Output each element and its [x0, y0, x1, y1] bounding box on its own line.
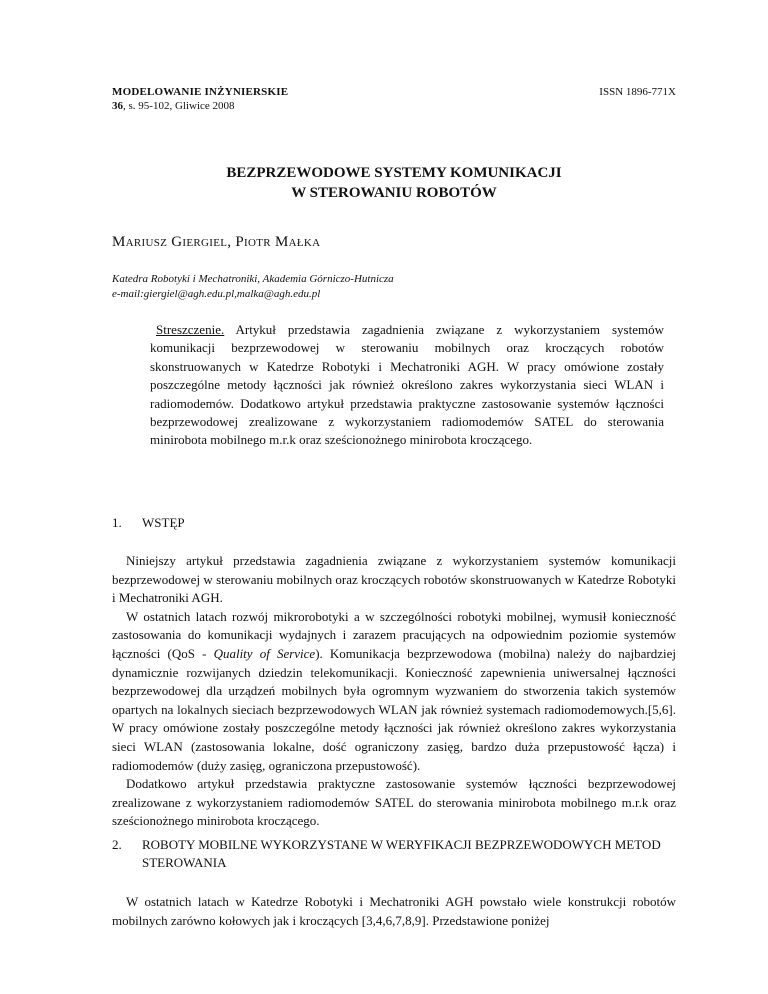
section-2-body — [112, 893, 676, 930]
email: e-mail:giergiel@agh.edu.pl,malka@agh.edu.pl — [112, 288, 321, 300]
section-1-number: 1. — [112, 515, 122, 530]
section-1-body — [112, 552, 676, 831]
section-1-title: WSTĘP — [142, 515, 185, 530]
section-2-paragraph-1: W ostatnich latach w Katedrze Robotyki i Mechatroniki AGH powstało wiele konstrukcji robotów mobilnych zarówno kołowych jak i kroczących [3,4,6,7,8,9]. Przedstawione poniżej — [112, 894, 676, 928]
author1-initial: M — [112, 234, 126, 250]
abstract-label: Streszczenie. — [156, 322, 225, 337]
author2-first-rest: IOTR — [244, 237, 271, 249]
section-1-paragraph-1: Niniejszy artykuł przedstawia zagadnienia związane z wykorzystaniem systemów komunikacji bezprzewodowej w sterowaniu mobilnych oraz kroczących robotów skonstruowanych w Katedrze Robotyki i Mechatroniki AGH. — [112, 553, 676, 606]
institution: Katedra Robotyki i Mechatroniki, Akademia Górniczo-Hutnicza — [112, 273, 394, 285]
section-1-paragraph-2 — [112, 608, 676, 775]
abstract-text: Artykuł przedstawia zagadnienia związane z wykorzystaniem systemów komunikacji bezprzewodowej w sterowaniu mobilnych oraz kroczących robotów skonstruowanych w Katedrze Robotyki i Mechatroniki AGH. W pracy omówione zostały poszczególne metody łączności jak również określono zakres wykorzystania sieci WLAN i radiomodemów. Dodatkowo artykuł przedstawia praktyczne zastosowanie systemów łączności bezprzewodowej zrealizowane z wykorzystaniem radiomodemów SATEL do sterowania minirobota mobilnego m.r.k oraz sześcionożnego minirobota kroczącego. — [150, 322, 664, 448]
section-2-number: 2. — [112, 837, 122, 852]
section-1-paragraph-3: Dodatkowo artykuł przedstawia praktyczne zastosowanie systemów łączności bezprzewodowej zrealizowane z wykorzystaniem radiomodemów SATEL do sterowania minirobota mobilnego m.r.k oraz sześcionożnego minirobota kroczącego. — [112, 776, 676, 829]
author2-last-initial: M — [274, 234, 289, 250]
issn: ISSN 1896-771X — [599, 86, 676, 98]
title-line-2: W STEROWANIU ROBOTÓW — [291, 185, 497, 201]
section-2-heading — [112, 836, 682, 872]
paragraph-2-part-a: W ostatnich latach rozwój mikrorobotyki a w szczególności robotyki mobilnej, wymusił konieczność zastosowania do komunikacji wydajnych i zarazem pracujących na odpowiednim poziomie systemów łączności (QoS - — [112, 608, 676, 661]
author1-last-initial: G — [171, 234, 183, 250]
section-2-title: ROBOTY MOBILNE WYKORZYSTANE W WERYFIKACJI BEZPRZEWODOWYCH METOD STEROWANIA — [142, 837, 661, 870]
paragraph-2-part-b: ). Komunikacja bezprzewodowa (mobilna) należy do najbardziej dynamicznie rozwijanych dziedzin telekomunikacji. Konieczność zapewnienia uniwersalnej łączności bezprzewodowej dla urządzeń mobilnych była ogromnym wyzwaniem do stworzenia takich systemów opartych na lokalnych sieciach bezprzewodowych WLAN jak również systemach radiomodemowych.[5,6]. W pracy omówione zostały poszczególne metody łączności jak również określono zakres wykorzystania sieci WLAN (zastosowania lokalne, dość ograniczony zasięg, bardzo duża przepustowość łącza) i radiomodemów (duży zasięg, ograniczona przepustowość). — [112, 645, 677, 773]
author1-last-rest: IERGIEL — [182, 237, 228, 249]
section-1-heading — [112, 514, 185, 532]
author-separator: , — [227, 234, 232, 250]
author2-last-rest: AŁKA — [288, 237, 321, 249]
author2-initial: P — [235, 234, 245, 250]
title-line-1: BEZPRZEWODOWE SYSTEMY KOMUNIKACJI — [226, 165, 562, 181]
journal-header — [112, 85, 288, 113]
journal-name: MODELOWANIE INŻYNIERSKIE — [112, 86, 289, 98]
journal-volume-line — [112, 99, 288, 113]
authors — [112, 234, 320, 251]
qos-term: Quality of Service — [213, 645, 316, 661]
author1-first-rest: ARIUSZ — [125, 237, 168, 249]
pages-place: , s. 95-102, Gliwice 2008 — [123, 100, 235, 112]
abstract — [150, 321, 664, 450]
paper-title — [112, 163, 676, 203]
volume-number: 36 — [112, 100, 123, 112]
affiliation — [112, 272, 394, 302]
